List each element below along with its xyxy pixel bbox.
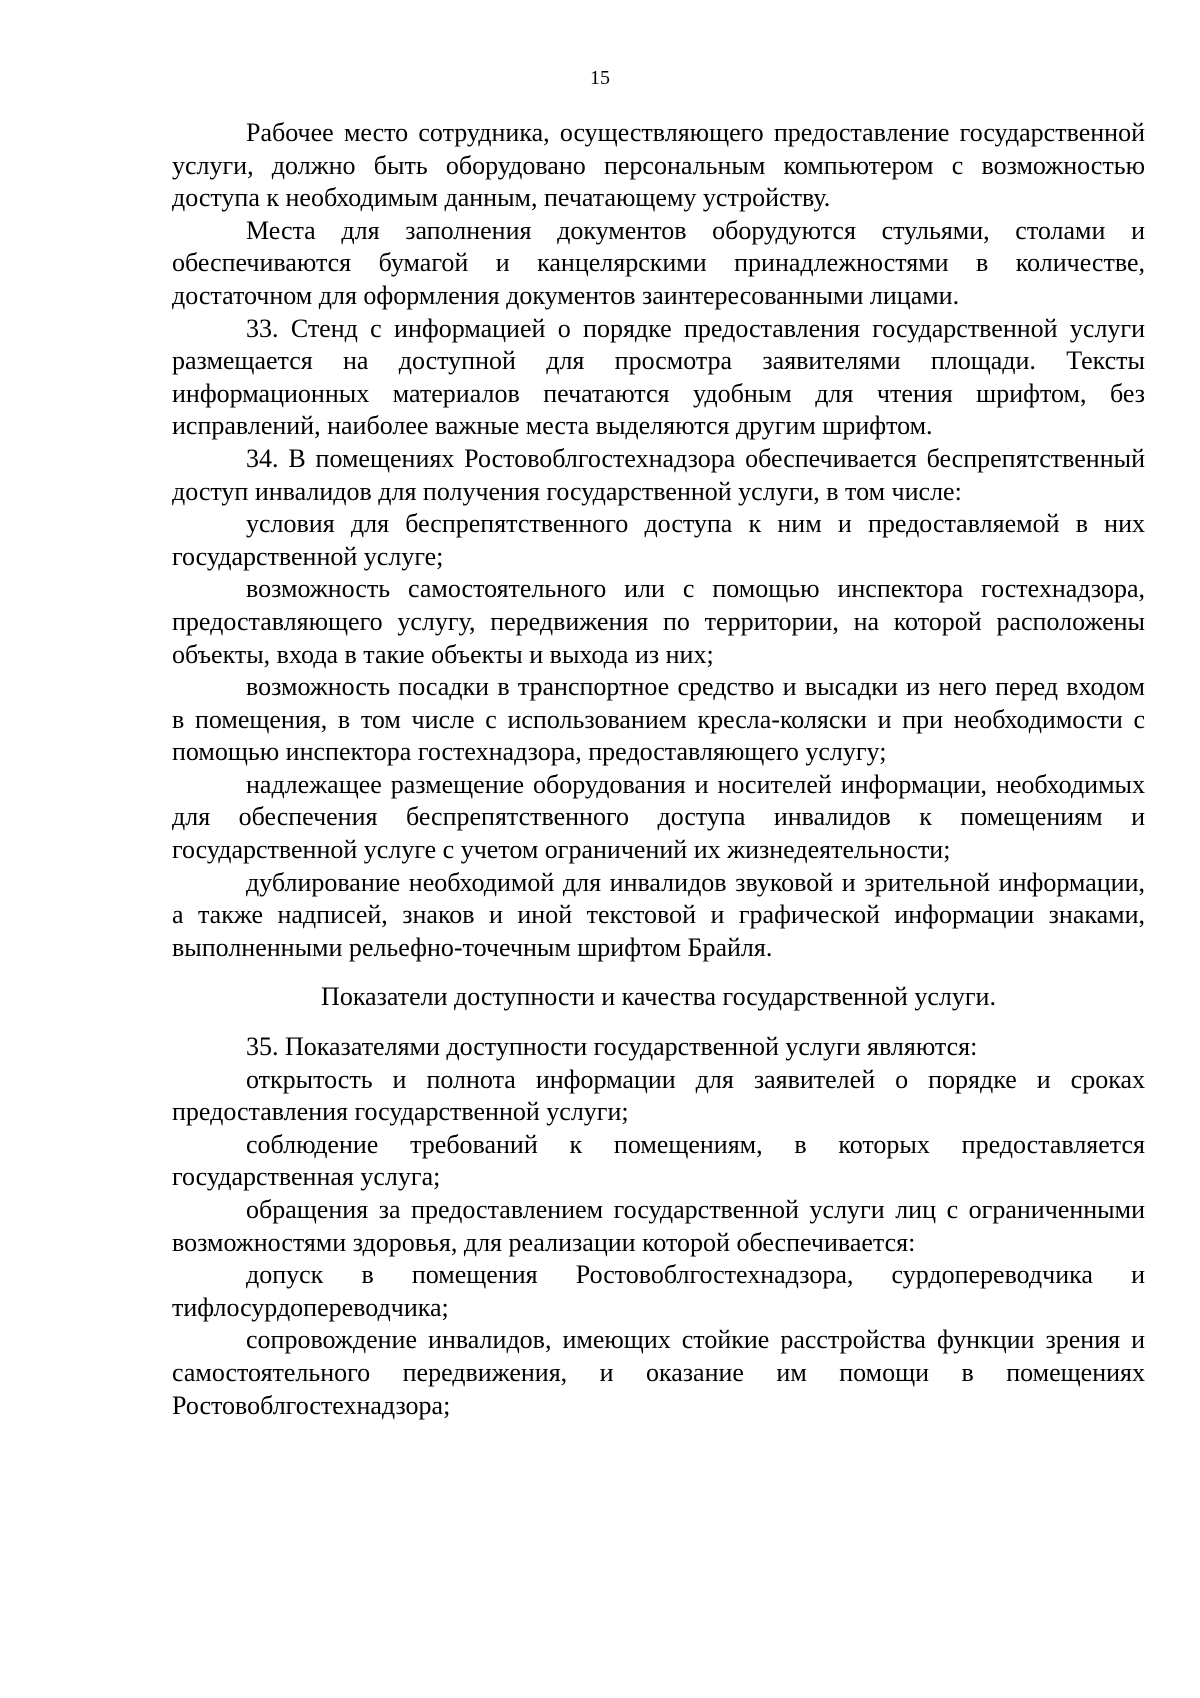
- list-item-premises-requirements: соблюдение требований к помещениям, в которых предоставляется государственная услуга;: [172, 1129, 1145, 1192]
- paragraph-document-filling-places: Места для заполнения документов оборудуются стульями, столами и обеспечиваются бумагой и канцелярскими принадлежностями в количестве, достаточном для оформления документов заинтересованными лицами.: [172, 215, 1145, 310]
- paragraph-33-information-stand: 33. Стенд с информацией о порядке предоставления государственной услуги размещается на доступной для просмотра заявителями площади. Тексты информационных материалов печатаются удобным для чтения шрифтом, без исправлений, наиболее важные места выделяются другим шрифтом.: [172, 313, 1145, 441]
- list-item-movement-possibility: возможность самостоятельного или с помощью инспектора гостехнадзора, предоставляющего услугу, передвижения по территории, на которой расположены объекты, входа в такие объекты и выхода из них;: [172, 574, 1145, 669]
- list-item-disabled-applications: обращения за предоставлением государственной услуги лиц с ограниченными возможностями здоровья, для реализации которой обеспечивается:: [172, 1195, 1145, 1257]
- list-item-access-conditions: условия для беспрепятственного доступа к ним и предоставляемой в них государственной услуге;: [172, 509, 1145, 571]
- list-item-interpreter-admission: допуск в помещения Ростовоблгостехнадзора, сурдопереводчика и тифлосурдопереводчика;: [172, 1260, 1145, 1322]
- paragraph-34-accessibility: 34. В помещениях Ростовоблгостехнадзора обеспечивается беспрепятственный доступ инвалидов для получения государственной услуги, в том числе:: [172, 443, 1145, 506]
- list-item-equipment-placement: надлежащее размещение оборудования и носителей информации, необходимых для обеспечения беспрепятственного доступа инвалидов к помещениям и государственной услуге с учетом ограничений их жизнедеятельности;: [172, 769, 1145, 865]
- paragraph-35-accessibility-indicators: 35. Показателями доступности государственной услуги являются:: [246, 1032, 978, 1062]
- paragraph-workplace: Рабочее место сотрудника, осуществляющего предоставление государственной услуги, должно быть оборудовано персональным компьютером с возможностью доступа к необходимым данным, печатающему устройству.: [172, 118, 1145, 213]
- document-body: [172, 117, 1145, 1422]
- list-item-disabled-assistance: сопровождение инвалидов, имеющих стойкие расстройства функции зрения и самостоятельного передвижения, и оказание им помощи в помещениях Ростовоблгостехнадзора;: [172, 1325, 1145, 1420]
- list-item-information-duplication: дублирование необходимой для инвалидов звуковой и зрительной информации, а также надписей, знаков и иной текстовой и графической информации знаками, выполненными рельефно-точечным шрифтом Брайля.: [172, 867, 1145, 962]
- page-number: 15: [590, 67, 610, 89]
- list-item-vehicle-boarding: возможность посадки в транспортное средство и высадки из него перед входом в помещения, в том числе с использованием кресла-коляски и при необходимости с помощью инспектора гостехнадзора, предоставляющего услугу;: [172, 672, 1145, 767]
- list-item-information-openness: открытость и полнота информации для заявителей о порядке и сроках предоставления государственной услуги;: [172, 1064, 1145, 1127]
- section-heading: Показатели доступности и качества государственной услуги.: [321, 982, 996, 1012]
